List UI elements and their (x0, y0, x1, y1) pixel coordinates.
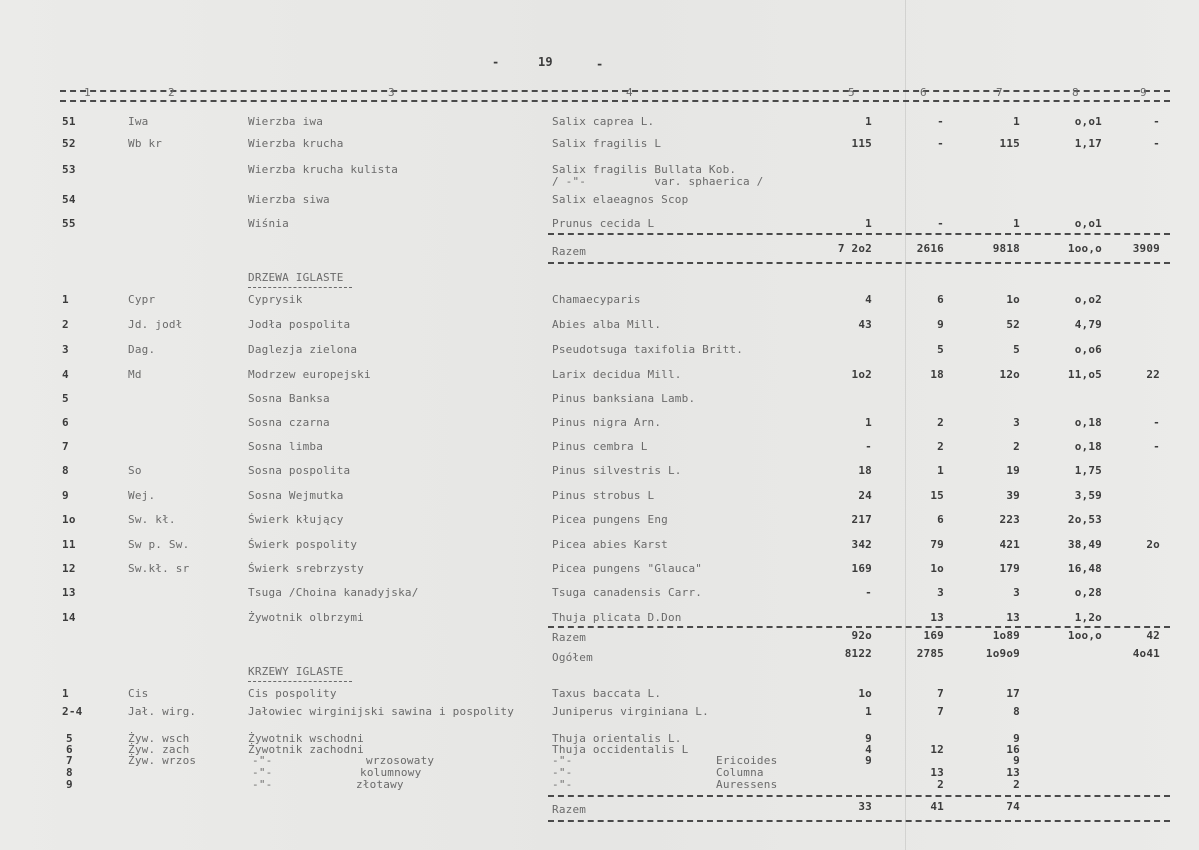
row-b-name-pl: Żywotnik olbrzymi (248, 611, 364, 624)
cell-c9: 22 (1146, 368, 1160, 381)
cell-c7: 1o89 (992, 629, 1020, 642)
cell-c6: 12 (930, 743, 944, 756)
razem-c-rule-top (548, 795, 1170, 797)
cell-c6: 1 (937, 464, 944, 477)
cell-c9: - (1153, 137, 1160, 150)
row-d-name-lat: Thuja occidentalis L (552, 743, 689, 756)
row-a-name-pl: Wierzba iwa (248, 115, 324, 128)
row-a-abbr: Iwa (128, 115, 149, 128)
cell-c5: 7 2o2 (837, 242, 872, 255)
cell-c7: 13 (1006, 611, 1020, 624)
row-b-number: 13 (62, 586, 76, 599)
header-rule-bottom (60, 100, 1170, 102)
column-number-6: 6 (920, 86, 927, 99)
cell-c8: 1,75 (1074, 464, 1102, 477)
row-a-name-pl: Wiśnia (248, 217, 289, 230)
razem-b-label: Razem (552, 631, 587, 644)
cell-c6: 41 (930, 800, 944, 813)
cell-c6: 5 (937, 343, 944, 356)
row-b-name-lat: Chamaecyparis (552, 293, 641, 306)
row-b-abbr: Sw. kł. (128, 513, 176, 526)
row-b-number: 2 (62, 318, 69, 331)
cell-c9: 42 (1146, 629, 1160, 642)
row-d-name-pl: Żywotnik wschodni (248, 732, 364, 745)
cell-c5: 4 (865, 293, 872, 306)
row-b-number: 1o (62, 513, 76, 526)
cell-c7: 19 (1006, 464, 1020, 477)
column-number-4: 4 (626, 86, 633, 99)
cell-c7: 1 (1013, 217, 1020, 230)
row-d-abbr: Żyw. wsch (128, 732, 190, 745)
section-c-title-underline (248, 681, 352, 682)
row-b-name-lat: Larix decidua Mill. (552, 368, 682, 381)
cell-c5: - (865, 440, 872, 453)
row-d-name-pl-variant: kolumnowy (360, 766, 422, 779)
section-b-title-underline (248, 287, 352, 288)
cell-c7: 9 (1013, 732, 1020, 745)
cell-c7: 52 (1006, 318, 1020, 331)
row-c-number: 1 (62, 687, 69, 700)
row-b-name-pl: Sosna pospolita (248, 464, 351, 477)
cell-c6: 15 (930, 489, 944, 502)
cell-c8: o,18 (1074, 440, 1102, 453)
cell-c5: 18 (858, 464, 872, 477)
row-b-name-pl: Sosna Wejmutka (248, 489, 344, 502)
row-b-name-pl: Modrzew europejski (248, 368, 371, 381)
cell-c9: - (1153, 440, 1160, 453)
cell-c5: 217 (851, 513, 872, 526)
cell-c7: 13 (1006, 766, 1020, 779)
row-a-name-lat: Salix elaeagnos Scop (552, 193, 689, 206)
cell-c7: 39 (1006, 489, 1020, 502)
row-b-number: 11 (62, 538, 76, 551)
row-c-abbr: Cis (128, 687, 149, 700)
cell-c9: 4o41 (1132, 647, 1160, 660)
row-b-name-lat: Pinus banksiana Lamb. (552, 392, 696, 405)
cell-c5: 9 (865, 754, 872, 767)
row-b-number: 6 (62, 416, 69, 429)
cell-c5: 24 (858, 489, 872, 502)
row-b-number: 8 (62, 464, 69, 477)
cell-c9: - (1153, 115, 1160, 128)
row-b-number: 3 (62, 343, 69, 356)
cell-c7: 9818 (992, 242, 1020, 255)
cell-c8: 1,17 (1074, 137, 1102, 150)
row-b-name-lat: Pinus nigra Arn. (552, 416, 662, 429)
row-d-name-pl: -"- (252, 778, 273, 791)
row-b-abbr: Wej. (128, 489, 156, 502)
razem-c-rule-bottom (548, 820, 1170, 822)
cell-c7: 8 (1013, 705, 1020, 718)
cell-c8: 1,2o (1074, 611, 1102, 624)
page-number: 19 (538, 55, 553, 69)
row-a-name-lat-continued: / -"- var. sphaerica / (552, 175, 764, 188)
cell-c5: 1 (865, 416, 872, 429)
cell-c8: o,o1 (1074, 115, 1102, 128)
cell-c5: 1 (865, 115, 872, 128)
column-number-2: 2 (168, 86, 175, 99)
row-b-name-pl: Sosna Banksa (248, 392, 330, 405)
cell-c6: 7 (937, 687, 944, 700)
row-b-number: 4 (62, 368, 69, 381)
cell-c6: 13 (930, 611, 944, 624)
cell-c5: 8122 (844, 647, 872, 660)
row-b-name-pl: Świerk srebrzysty (248, 562, 364, 575)
row-b-abbr: So (128, 464, 142, 477)
cell-c8: 1oo,o (1067, 629, 1102, 642)
cell-c6: 6 (937, 513, 944, 526)
cell-c5: 1 (865, 705, 872, 718)
row-a-number: 53 (62, 163, 76, 176)
row-b-abbr: Cypr (128, 293, 156, 306)
row-b-name-lat: Picea pungens Eng (552, 513, 668, 526)
cell-c7: 1 (1013, 115, 1020, 128)
section-title-krzewy-iglaste: KRZEWY IGLASTE (248, 665, 344, 678)
cell-c5: 1o (858, 687, 872, 700)
row-b-name-lat: Picea abies Karst (552, 538, 668, 551)
cell-c5: 9 (865, 732, 872, 745)
row-d-name-pl: Żywotnik zachodni (248, 743, 364, 756)
cell-c7: 1o9o9 (985, 647, 1020, 660)
cell-c5: 33 (858, 800, 872, 813)
row-a-name-pl: Wierzba krucha (248, 137, 344, 150)
cell-c6: 2 (937, 416, 944, 429)
row-d-name-lat: -"- (552, 778, 573, 791)
cell-c6: 169 (923, 629, 944, 642)
row-b-number: 5 (62, 392, 69, 405)
cell-c6: 2616 (916, 242, 944, 255)
row-d-number: 8 (66, 766, 73, 779)
row-b-name-lat: Abies alba Mill. (552, 318, 662, 331)
row-b-name-pl: Sosna limba (248, 440, 324, 453)
row-a-abbr: Wb kr (128, 137, 163, 150)
row-a-name-pl: Wierzba krucha kulista (248, 163, 399, 176)
row-d-number: 9 (66, 778, 73, 791)
razem-a-label: Razem (552, 245, 587, 258)
cell-c8: 3,59 (1074, 489, 1102, 502)
row-d-number: 7 (66, 754, 73, 767)
row-b-name-lat: Pinus cembra L (552, 440, 648, 453)
cell-c6: 79 (930, 538, 944, 551)
cell-c7: 74 (1006, 800, 1020, 813)
cell-c6: 1o (930, 562, 944, 575)
row-d-abbr: Żyw. wrzos (128, 754, 197, 767)
column-number-8: 8 (1072, 86, 1079, 99)
cell-c8: 1oo,o (1067, 242, 1102, 255)
cell-c8: o,o2 (1074, 293, 1102, 306)
column-number-5: 5 (848, 86, 855, 99)
row-b-name-lat: Pseudotsuga taxifolia Britt. (552, 343, 744, 356)
cell-c7: 9 (1013, 754, 1020, 767)
row-d-number: 6 (66, 743, 73, 756)
cell-c6: - (937, 137, 944, 150)
row-b-name-pl: Świerk kłujący (248, 513, 344, 526)
row-c-name-pl: Jałowiec wirginijski sawina i pospolity (248, 705, 515, 718)
row-b-name-lat: Pinus silvestris L. (552, 464, 682, 477)
cell-c7: 179 (999, 562, 1020, 575)
row-d-name-lat: -"- (552, 766, 573, 779)
cell-c6: 2 (937, 778, 944, 791)
row-d-variety: Columna (716, 766, 764, 779)
paper-fold (905, 0, 906, 850)
cell-c7: 2 (1013, 440, 1020, 453)
row-b-name-lat: Tsuga canadensis Carr. (552, 586, 703, 599)
cell-c7: 3 (1013, 416, 1020, 429)
row-b-abbr: Sw p. Sw. (128, 538, 190, 551)
row-c-abbr: Jał. wirg. (128, 705, 197, 718)
cell-c9: 2o (1146, 538, 1160, 551)
row-d-number: 5 (66, 732, 73, 745)
cell-c5: 4 (865, 743, 872, 756)
cell-c6: 3 (937, 586, 944, 599)
row-b-name-lat: Thuja plicata D.Don (552, 611, 682, 624)
cell-c5: 115 (851, 137, 872, 150)
razem-a-rule-top (548, 233, 1170, 235)
cell-c8: 4,79 (1074, 318, 1102, 331)
row-b-number: 9 (62, 489, 69, 502)
row-d-variety: Ericoides (716, 754, 778, 767)
row-b-abbr: Dag. (128, 343, 156, 356)
row-d-name-lat: -"- (552, 754, 573, 767)
cell-c8: 11,o5 (1067, 368, 1102, 381)
cell-c8: o,18 (1074, 416, 1102, 429)
row-a-name-lat: Salix fragilis Bullata Kob. (552, 163, 737, 176)
cell-c5: - (865, 586, 872, 599)
row-a-name-lat: Salix caprea L. (552, 115, 655, 128)
cell-c6: 13 (930, 766, 944, 779)
row-a-number: 54 (62, 193, 76, 206)
row-d-variety: Auressens (716, 778, 778, 791)
header-rule-top (60, 90, 1170, 92)
row-d-name-pl: -"- (252, 766, 273, 779)
row-a-number: 55 (62, 217, 76, 230)
cell-c5: 169 (851, 562, 872, 575)
razem-a-rule-bottom (548, 262, 1170, 264)
column-number-7: 7 (996, 86, 1003, 99)
cell-c7: 421 (999, 538, 1020, 551)
row-b-abbr: Sw.kł. sr (128, 562, 190, 575)
row-a-number: 51 (62, 115, 76, 128)
cell-c5: 1 (865, 217, 872, 230)
row-b-name-pl: Tsuga /Choina kanadyjska/ (248, 586, 419, 599)
page-mark-right: - (596, 57, 604, 71)
row-b-number: 14 (62, 611, 76, 624)
cell-c7: 17 (1006, 687, 1020, 700)
cell-c9: - (1153, 416, 1160, 429)
section-title-drzewa-iglaste: DRZEWA IGLASTE (248, 271, 344, 284)
row-b-number: 7 (62, 440, 69, 453)
razem-b-rule-top (548, 626, 1170, 628)
cell-c8: o,o1 (1074, 217, 1102, 230)
cell-c6: 2785 (916, 647, 944, 660)
cell-c8: o,o6 (1074, 343, 1102, 356)
row-c-name-lat: Taxus baccata L. (552, 687, 662, 700)
cell-c6: - (937, 217, 944, 230)
cell-c7: 223 (999, 513, 1020, 526)
cell-c7: 3 (1013, 586, 1020, 599)
cell-c8: o,28 (1074, 586, 1102, 599)
cell-c5: 342 (851, 538, 872, 551)
page-mark-left: - (492, 55, 500, 69)
cell-c5: 92o (851, 629, 872, 642)
cell-c8: 16,48 (1067, 562, 1102, 575)
cell-c8: 2o,53 (1067, 513, 1102, 526)
cell-c7: 16 (1006, 743, 1020, 756)
razem-c-label: Razem (552, 803, 587, 816)
column-number-3: 3 (388, 86, 395, 99)
cell-c5: 43 (858, 318, 872, 331)
row-b-name-pl: Cyprysik (248, 293, 303, 306)
row-a-name-pl: Wierzba siwa (248, 193, 330, 206)
cell-c6: 6 (937, 293, 944, 306)
ogolem-label: Ogółem (552, 651, 593, 664)
cell-c5: 1o2 (851, 368, 872, 381)
column-number-9: 9 (1140, 86, 1147, 99)
row-b-name-pl: Jodła pospolita (248, 318, 351, 331)
row-c-number: 2-4 (62, 705, 83, 718)
cell-c6: 7 (937, 705, 944, 718)
column-number-1: 1 (84, 86, 91, 99)
row-c-name-pl: Cis pospolity (248, 687, 337, 700)
cell-c9: 3909 (1132, 242, 1160, 255)
cell-c7: 2 (1013, 778, 1020, 791)
row-d-name-lat: Thuja orientalis L. (552, 732, 682, 745)
cell-c6: 2 (937, 440, 944, 453)
row-b-name-pl: Daglezja zielona (248, 343, 358, 356)
row-d-name-pl: -"- (252, 754, 273, 767)
cell-c6: - (937, 115, 944, 128)
row-b-number: 12 (62, 562, 76, 575)
cell-c7: 12o (999, 368, 1020, 381)
row-a-name-lat: Prunus cecida L (552, 217, 655, 230)
row-d-name-pl-variant: złotawy (356, 778, 404, 791)
row-a-number: 52 (62, 137, 76, 150)
row-c-name-lat: Juniperus virginiana L. (552, 705, 709, 718)
row-b-name-pl: Sosna czarna (248, 416, 330, 429)
row-b-number: 1 (62, 293, 69, 306)
cell-c7: 5 (1013, 343, 1020, 356)
row-d-abbr: Żyw. zach (128, 743, 190, 756)
row-b-abbr: Md (128, 368, 142, 381)
row-b-name-lat: Pinus strobus L (552, 489, 655, 502)
cell-c6: 9 (937, 318, 944, 331)
row-b-abbr: Jd. jodł (128, 318, 183, 331)
cell-c8: 38,49 (1067, 538, 1102, 551)
row-b-name-lat: Picea pungens "Glauca" (552, 562, 703, 575)
row-d-name-pl-variant: wrzosowaty (366, 754, 435, 767)
row-b-name-pl: Świerk pospolity (248, 538, 358, 551)
cell-c7: 1o (1006, 293, 1020, 306)
cell-c6: 18 (930, 368, 944, 381)
row-a-name-lat: Salix fragilis L (552, 137, 662, 150)
cell-c7: 115 (999, 137, 1020, 150)
